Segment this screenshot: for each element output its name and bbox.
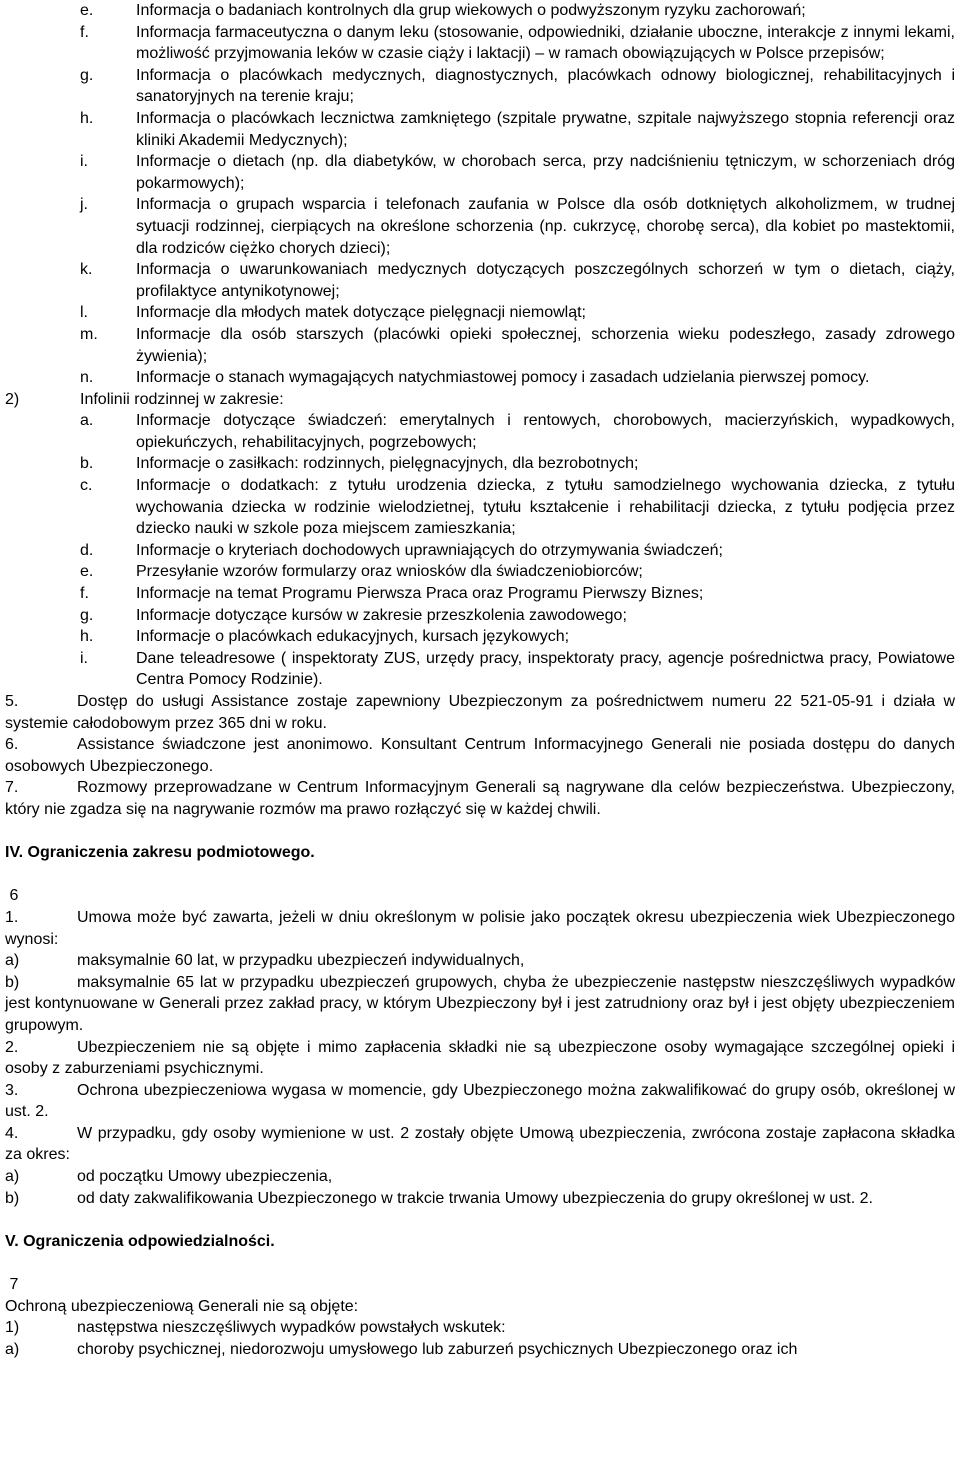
document-page [5,0,955,1360]
spacer [5,1252,955,1274]
numbered-point [5,1123,955,1166]
spacer [5,821,955,843]
section-heading: IV. Ograniczenia zakresu podmiotowego. [5,844,315,862]
list-marker: e. [80,563,94,581]
point-marker: 4. [5,1124,19,1142]
list-marker: b. [80,455,94,473]
point-marker: 1) [5,1319,20,1337]
numbered-point [5,691,955,734]
list-marker: c. [80,477,93,495]
list-item-text: Informacje o kryteriach dochodowych uprawniających do otrzymywania świadczeń; [136,541,723,559]
list-item [5,302,955,324]
point-marker: a) [5,952,20,970]
list-item [5,108,955,151]
list-item [5,367,955,389]
list-item-text: Przesyłanie wzorów formularzy oraz wniosków dla świadczeniobiorców; [136,563,643,581]
point-marker: a) [5,1340,20,1358]
numbered-point [5,1339,955,1361]
list-item-text: Informacje dla młodych matek dotyczące pielęgnacji niemowląt; [136,304,586,322]
point-text: Dostęp do usługi Assistance zostaje zapewniony Ubezpieczonym za pośrednictwem numeru 22 521-05-91 i działa w systemie całodobowym przez 365 dni w roku. [5,693,955,732]
list-item-text: Informacje dla osób starszych (placówki opieki społecznej, schorzenia wieku podeszłego, zasady zdrowego żywienia); [136,325,955,365]
point-marker: 7. [5,779,19,797]
spacer [5,1209,955,1231]
point-marker: 5. [5,693,19,710]
numbered-point [5,907,955,950]
point-text: Ubezpieczeniem nie są objęte i mimo zapłacenia składki nie są ubezpieczone osoby wymagające szczególnej opieki i osoby z zaburzeniami psychicznymi. [5,1038,955,1078]
point-marker: a) [5,1168,20,1186]
list-item-text: Informacja o placówkach medycznych, diagnostycznych, placówkach odnowy biologicznej, rehabilitacyjnych i sanatoryjnych na terenie kraju; [136,66,955,106]
list-item [5,626,955,648]
list-item [5,605,955,627]
paragraph: Ochroną ubezpieczeniową Generali nie są objęte: [5,1297,359,1315]
list-marker: f. [80,23,89,41]
list-item [5,324,955,367]
list-item [5,583,955,605]
point-text: maksymalnie 60 lat, w przypadku ubezpieczeń indywidualnych, [77,952,525,970]
list-marker: d. [80,541,94,559]
list-item-text: Informacje o placówkach edukacyjnych, kursach językowych; [136,628,570,646]
list-item [5,648,955,691]
list-marker: f. [80,585,89,603]
list-item-text: Informacje o dodatkach: z tytułu urodzenia dziecka, z tytułu samodzielnego wychowania dziecka, z tytułu wychowania dziecka w rodzinie wielodzietnej, tytułu kształcenie i rehabilitacji dziecka, z tytułu podjęcia przez dziecko nauki w szkole poza miejscem zamieszkania; [136,477,955,538]
paragraph-number [5,885,955,907]
paragraph-number-text: 6 [9,887,19,905]
point-text: maksymalnie 65 lat w przypadku ubezpieczeń grupowych, chyba że ubezpieczenie następstw nieszczęśliwych wypadków jest kontynuowane w Generali przez zakład pracy, w którym Ubezpieczony był i jest zatrudniony oraz był i jest objęty ubezpieczeniem grupowym. [5,973,955,1034]
paragraph-number-text: 7 [9,1276,19,1294]
list-item [5,151,955,194]
list-item-text: Informacja o uwarunkowaniach medycznych dotyczących poszczególnych schorzeń w tym o dietach, ciąży, profilaktyce antynikotynowej; [136,261,955,300]
list-item [5,410,955,453]
point-text: następstwa nieszczęśliwych wypadków powstałych wskutek: [77,1319,506,1337]
list-item-text: Informacje o dietach (np. dla diabetyków, w chorobach serca, przy nadciśnieniu tętniczym, w schorzeniach dróg pokarmowych); [136,153,955,192]
point-text: Umowa może być zawarta, jeżeli w dniu określonym w polisie jako początek okresu ubezpieczenia wiek Ubezpieczonego wynosi: [5,908,955,948]
point-marker: 1. [5,908,19,926]
section-heading: V. Ograniczenia odpowiedzialności. [5,1232,275,1250]
point-marker: 6. [5,736,19,754]
list-item [5,22,955,65]
numbered-point [5,1080,955,1123]
list-item-text: Informacje na temat Programu Pierwsza Praca oraz Programu Pierwszy Biznes; [136,585,704,603]
numbered-point [5,972,955,1037]
list-item [5,194,955,259]
numbered-point [5,1317,955,1339]
list-marker: a. [80,412,94,430]
list-item-text: Informacja o grupach wsparcia i telefonach zaufania w Polsce dla osób dotkniętych alkoholizmem, w trudnej sytuacji rodzinnej, cierpiących na określone schorzenia (np. cukrzycę, chorobę serca), dla kobiet po mastektomii, dla rodziców ciężko chorych dzieci); [136,196,955,257]
numbered-point [5,1166,955,1188]
numbered-point [5,777,955,820]
list-item [5,540,955,562]
point-text: Ochrona ubezpieczeniowa wygasa w momencie, gdy Ubezpieczonego można zakwalifikować do grupy osób, określonej w ust. 2. [5,1081,955,1121]
spacer [5,864,955,886]
numbered-point [5,1037,955,1080]
list-marker: n. [80,369,94,387]
list-item-text: Informacja o placówkach lecznictwa zamkniętego (szpitale prywatne, szpitale najwyższego stopnia referencji oraz kliniki Akademii Medycznych); [136,109,955,149]
paragraph-number [5,1274,955,1296]
list-marker: i. [80,649,88,667]
point-marker: 3. [5,1081,19,1099]
point-marker: b) [5,973,20,991]
list-marker: l. [80,304,88,322]
numbered-point [5,1188,955,1210]
list-marker: e. [80,2,94,19]
list-marker: g. [80,66,94,84]
list-item [5,561,955,583]
list-item-text: Informacja o badaniach kontrolnych dla grup wiekowych o podwyższonym ryzyku zachorowań; [136,2,806,19]
point-text: Rozmowy przeprowadzane w Centrum Informacyjnym Generali są nagrywane dla celów bezpieczeństwa. Ubezpieczony, który nie zgadza się na nagrywanie rozmów ma prawo rozłączyć się w każdej chwili. [5,779,955,818]
list-item-text: Informacje dotyczące świadczeń: emerytalnych i rentowych, chorobowych, macierzyńskich, wypadkowych, opiekuńczych, rehabilitacyjnych, pogrzebowych; [136,412,955,451]
list-marker: i. [80,153,88,171]
list-item-text: Informacje o zasiłkach: rodzinnych, pielęgnacyjnych, dla bezrobotnych; [136,455,639,473]
list-marker: k. [80,261,93,279]
item-text: Infolinii rodzinnej w zakresie: [80,390,284,408]
list-item-text: Informacja farmaceutyczna o danym leku (stosowanie, odpowiedniki, działanie uboczne, interakcje z innymi lekami, możliwość przyjmowania leków w czasie ciąży i laktacji) – w ramach obowiązujących w Polsce przepisów; [136,23,955,63]
point-marker: 2. [5,1038,19,1056]
numbered-point [5,950,955,972]
list-item-text: Informacje o stanach wymagających natychmiastowej pomocy i zasadach udzielania pierwszej pomocy. [136,369,870,387]
list-item-text: Dane teleadresowe ( inspektoraty ZUS, urzędy pracy, inspektoraty pracy, agencje pośrednictwa pracy, Powiatowe Centra Pomocy Rodzinie). [136,649,955,689]
point-text: od początku Umowy ubezpieczenia, [77,1168,333,1186]
list-marker: m. [80,325,98,343]
list-marker: j. [80,196,88,214]
list-item [5,453,955,475]
list-health-info [5,0,955,389]
list-item [5,475,955,540]
list-marker: h. [80,109,94,127]
numbered-item [5,389,955,411]
list-marker: g. [80,606,94,624]
point-text: choroby psychicznej, niedorozwoju umysłowego lub zaburzeń psychicznych Ubezpieczonego oraz ich [77,1340,798,1358]
list-item [5,259,955,302]
list-marker: h. [80,628,94,646]
item-marker: 2) [5,390,20,408]
point-text: Assistance świadczone jest anonimowo. Konsultant Centrum Informacyjnego Generali nie posiada dostępu do danych osobowych Ubezpieczonego. [5,736,955,775]
point-text: W przypadku, gdy osoby wymienione w ust. 2 zostały objęte Umową ubezpieczenia, zwrócona zostaje zapłacona składka za okres: [5,1124,955,1164]
list-item [5,65,955,108]
point-marker: b) [5,1189,20,1207]
point-text: od daty zakwalifikowania Ubezpieczonego w trakcie trwania Umowy ubezpieczenia do grupy określonej w ust. 2. [77,1189,873,1207]
list-item-text: Informacje dotyczące kursów w zakresie przeszkolenia zawodowego; [136,606,627,624]
numbered-point [5,734,955,777]
list-family-info [5,410,955,691]
list-item [5,0,955,22]
